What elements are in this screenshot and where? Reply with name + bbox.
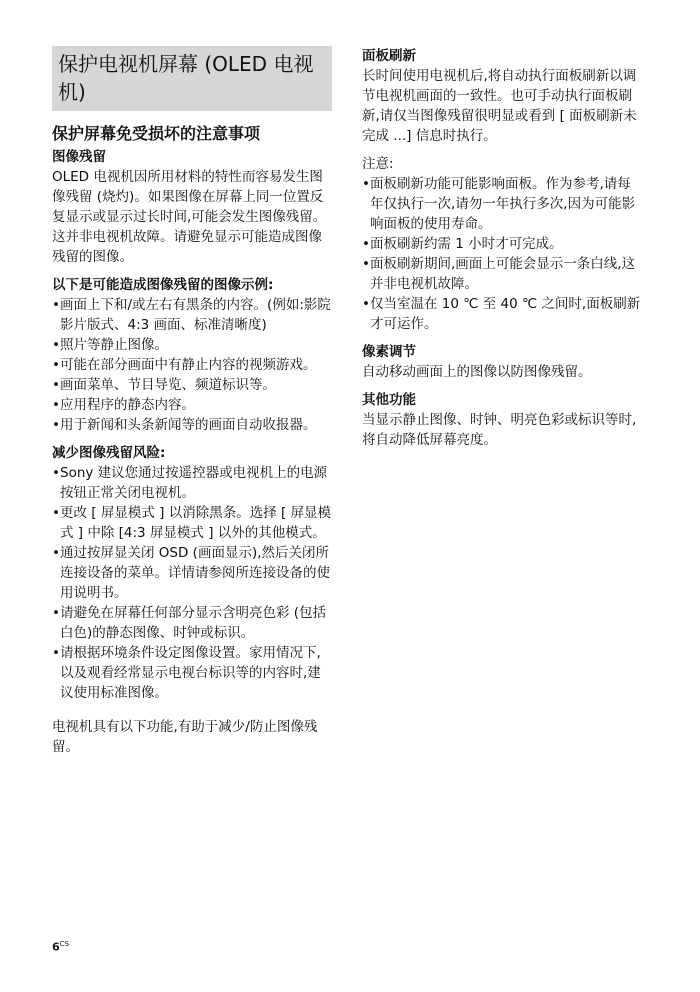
list-item: •应用程序的静态内容。 <box>52 397 195 413</box>
list-item: •画面菜单、节目导览、频道标识等。 <box>52 377 276 393</box>
notes-list <box>362 174 642 334</box>
list-item: •可能在部分画面中有静止内容的视频游戏。 <box>52 357 317 373</box>
bullet-icon: • <box>362 256 370 272</box>
section-title: 保护屏幕免受损坏的注意事项 <box>52 124 261 143</box>
list-item: •请避免在屏幕任何部分显示含明亮色彩 (包括白色)的静态图像、时钟或标识。 <box>52 605 327 641</box>
page-suffix: CS <box>59 940 69 948</box>
panel-refresh-body: 长时间使用电视机后,将自动执行面板刷新以调节电视机画面的一致性。也可手动执行面板刷新,请仅当图像残留很明显或看到 [ 面板刷新未完成 ...] 信息时执行。 <box>362 68 637 144</box>
list-item: •更改 [ 屏显模式 ] 以消除黑条。选择 [ 屏显模式 ] 中除 [4:3 屏显模式 ] 以外的其他模式。 <box>52 505 332 541</box>
bullet-icon: • <box>362 296 370 312</box>
bullet-icon: • <box>362 236 370 252</box>
list-item: •用于新闻和头条新闻等的画面自动收报器。 <box>52 417 317 433</box>
list-item: •请根据环境条件设定图像设置。家用情况下,以及观看经常显示电视台标识等的内容时,建议使用标准图像。 <box>52 645 321 701</box>
page-title: 保护电视机屏幕 (OLED 电视机) <box>52 46 332 111</box>
list-item: •画面上下和/或左右有黑条的内容。(例如:影院影片版式、4:3 画面、标准清晰度) <box>52 297 331 333</box>
bullet-icon: • <box>52 545 60 561</box>
bullet-icon: • <box>52 645 60 661</box>
panel-refresh-heading: 面板刷新 <box>362 48 416 64</box>
bullet-icon: • <box>52 605 60 621</box>
list-item: •通过按屏显关闭 OSD (画面显示),然后关闭所连接设备的菜单。详情请参阅所连接设备的使用说明书。 <box>52 545 330 601</box>
bullet-icon: • <box>52 505 60 521</box>
pixel-shift-body: 自动移动画面上的图像以防图像残留。 <box>362 364 592 380</box>
reduce-heading: 减少图像残留风险: <box>52 445 166 461</box>
list-item: •面板刷新约需 1 小时才可完成。 <box>362 236 563 252</box>
note-label: 注意: <box>362 156 394 172</box>
list-item: •面板刷新期间,画面上可能会显示一条白线,这并非电视机故障。 <box>362 256 636 292</box>
list-item: •面板刷新功能可能影响面板。作为参考,请每年仅执行一次,请勿一年执行多次,因为可能影响面板的使用寿命。 <box>362 176 636 232</box>
bullet-icon: • <box>52 297 60 313</box>
page-number: $6^{CS}$ <box>52 940 69 954</box>
examples-list <box>52 295 332 435</box>
bullet-icon: • <box>362 176 370 192</box>
right-column <box>362 46 642 450</box>
other-features-body: 当显示静止图像、时钟、明亮色彩或标识等时,将自动降低屏幕亮度。 <box>362 412 637 448</box>
list-item: •Sony 建议您通过按遥控器或电视机上的电源按钮正常关闭电视机。 <box>52 465 328 501</box>
other-features-heading: 其他功能 <box>362 392 416 408</box>
list-item: •照片等静止图像。 <box>52 337 168 353</box>
closing-text: 电视机具有以下功能,有助于减少/防止图像残留。 <box>52 719 318 755</box>
image-retention-heading: 图像残留 <box>52 149 106 165</box>
image-retention-body: OLED 电视机因所用材料的特性而容易发生图像残留 (烧灼)。如果图像在屏幕上同一位置反复显示或显示过长时间,可能会发生图像残留。这并非电视机故障。请避免显示可能造成图像残留的图像。 <box>52 169 327 265</box>
bullet-icon: • <box>52 377 60 393</box>
bullet-icon: • <box>52 337 60 353</box>
left-column <box>52 46 332 757</box>
bullet-icon: • <box>52 397 60 413</box>
pixel-shift-heading: 像素调节 <box>362 344 416 360</box>
examples-heading: 以下是可能造成图像残留的图像示例: <box>52 277 274 293</box>
list-item: •仅当室温在 10 ℃ 至 40 ℃ 之间时,面板刷新才可运作。 <box>362 296 641 332</box>
reduce-list <box>52 463 332 703</box>
bullet-icon: • <box>52 465 60 481</box>
bullet-icon: • <box>52 417 60 433</box>
bullet-icon: • <box>52 357 60 373</box>
